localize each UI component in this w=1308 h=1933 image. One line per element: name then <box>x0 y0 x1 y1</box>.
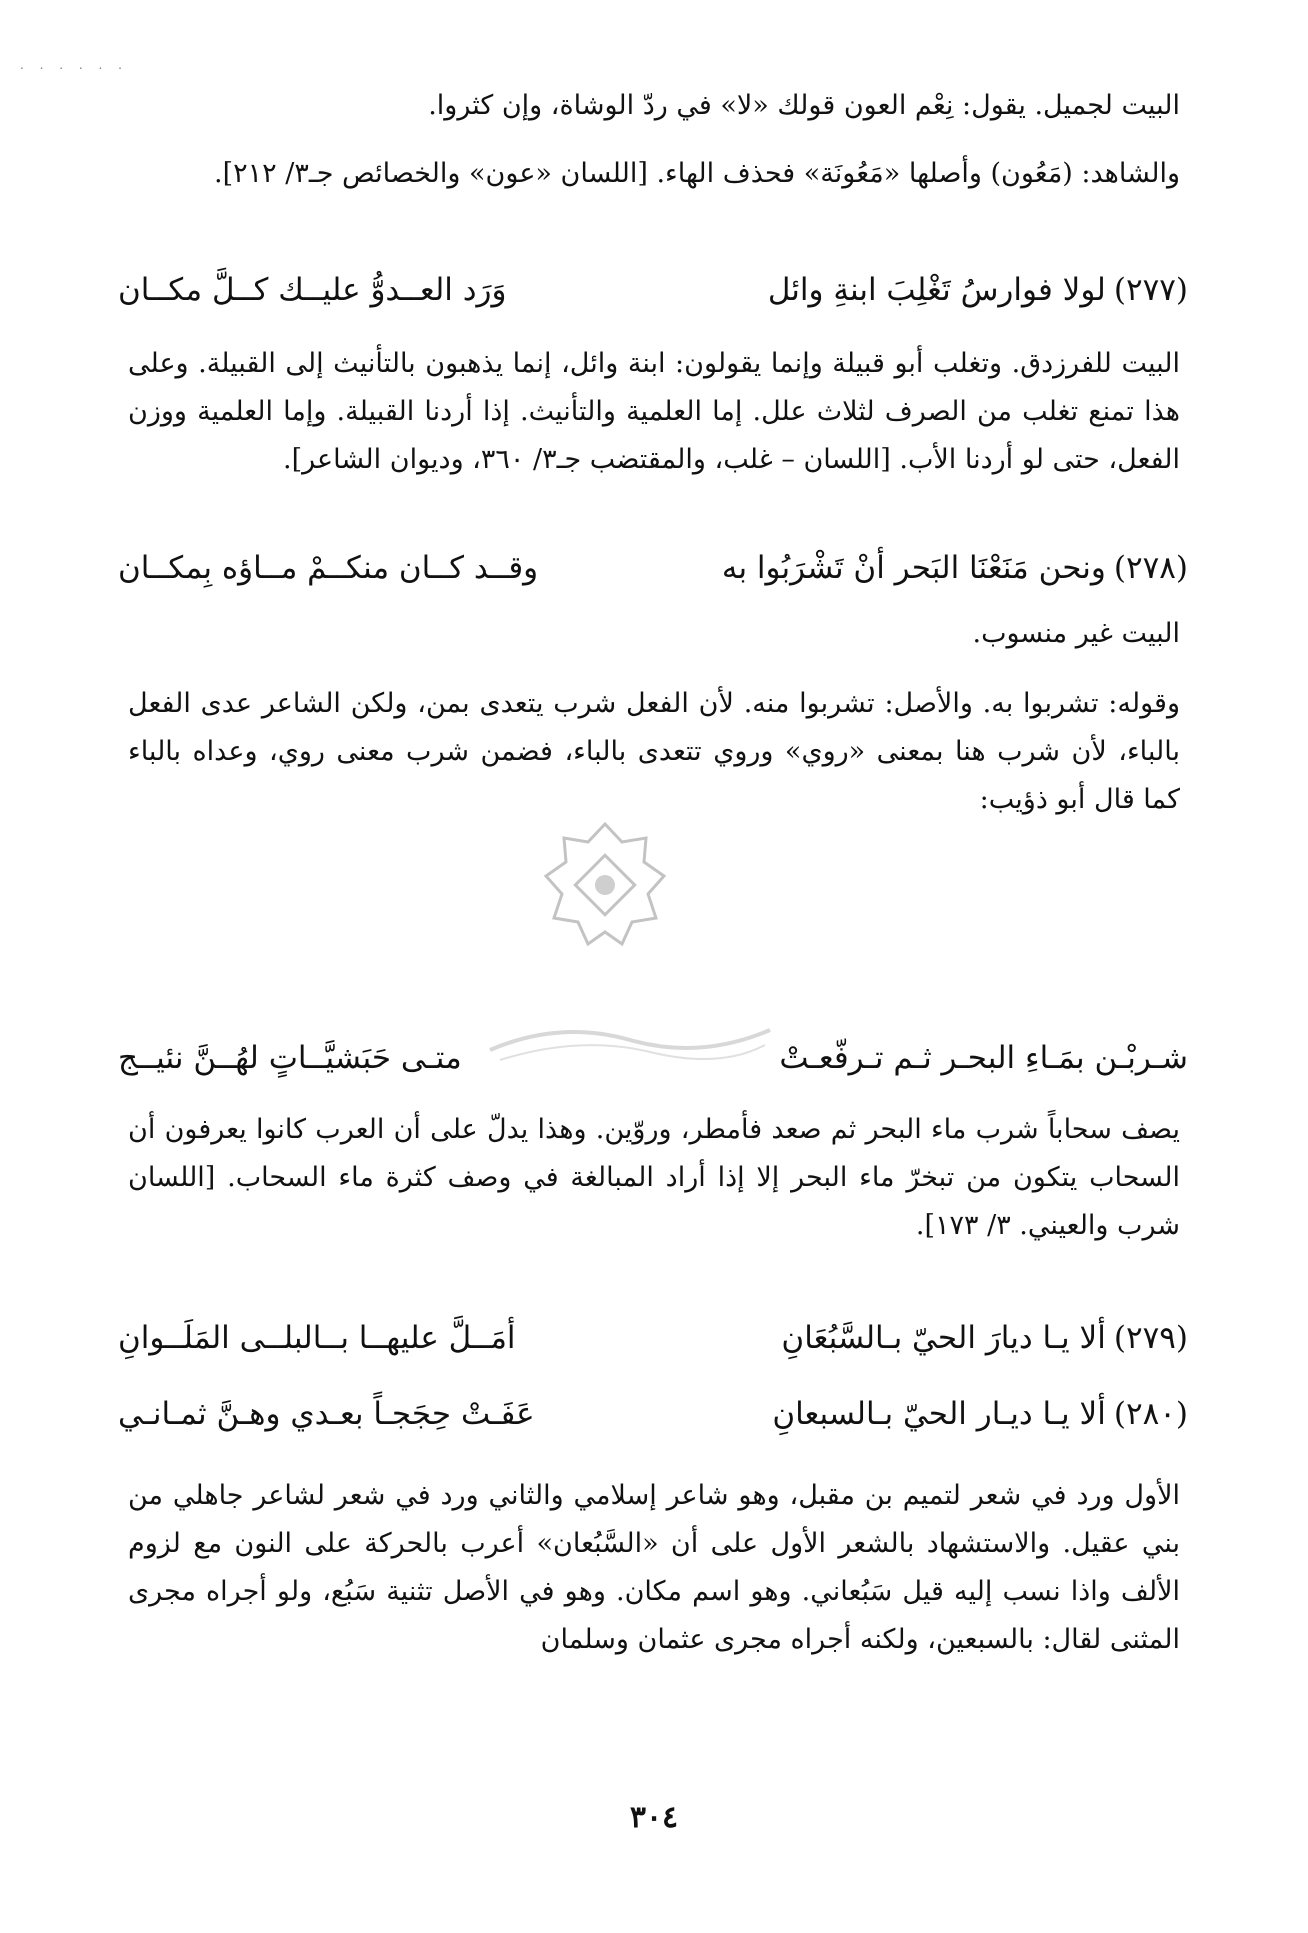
paragraph-sabuan-commentary: الأول ورد في شعر لتميم بن مقبل، وهو شاعر إسلامي والثاني ورد في شعر لشاعر جاهلي من بني عقيل. والاستشهاد بالشعر الأول على أن «السَّبُعان» أعرب بالحركة على النون مع لزوم الألف واذا نسب إليه قيل سَبُعاني. وهو اسم مكان. وهو في الأصل تثنية سَبُع، ولو أجراه مجرى المثنى لقال: بالسبعين، ولكنه أجراه مجرى عثمان وسلمان <box>128 1480 1180 1655</box>
paragraph-unattributed: البيت غير منسوب. <box>972 618 1180 649</box>
verse-278-first-hemistich <box>696 540 1188 596</box>
verse-278-number: (٢٧٨) <box>1113 550 1188 586</box>
verse-280-first-hemistich <box>696 1386 1188 1442</box>
verse-277-first-hemistich <box>696 262 1188 318</box>
verse-278 <box>118 540 1188 596</box>
verse-277 <box>118 262 1188 318</box>
verse-280 <box>118 1386 1188 1442</box>
verse-279-first-text: ألا يـا ديارَ الحيّ بـالسَّبُعَانِ <box>781 1320 1106 1356</box>
paragraph-jamil-attribution: البيت لجميل. يقول: نِعْم العون قولك «لا» في ردّ الوشاة، وإن كثروا. <box>428 90 1180 121</box>
verse-279-number: (٢٧٩) <box>1113 1320 1188 1356</box>
institution-seal-watermark-icon <box>540 820 670 950</box>
verse-abu-dhuayb <box>118 1030 1188 1086</box>
paragraph-maun-evidence: والشاهد: (مَعُون) وأصلها «مَعُونَة» فحذف الهاء. [اللسان «عون» والخصائص جـ٣/ ٢١٢]. <box>213 158 1180 189</box>
verse-277-second-hemistich: وَرَد العــدوُّ عليــك كــلَّ مكــان <box>118 272 507 308</box>
verse-279-first-hemistich <box>696 1310 1188 1366</box>
verse-279 <box>118 1310 1188 1366</box>
scan-specks: . . . . . . <box>20 58 128 72</box>
verse-277-first-text: لولا فوارسُ تَغْلِبَ ابنةِ وائل <box>767 272 1106 308</box>
paragraph-tashrabu-commentary: وقوله: تشربوا به. والأصل: تشربوا منه. لأن الفعل شرب يتعدى بمن، ولكن الشاعر عدى الفعل بالباء، لأن شرب هنا بمعنى «روي» وروي تتعدى بالباء، فضمن شرب معنى روي، وعداه بالباء كما قال أبو ذؤيب: <box>128 688 1180 815</box>
verse-abu-dhuayb-first-hemistich: شـربْـن بمَـاءِ البحـر ثـم تـرفّعـتْ <box>779 1040 1188 1076</box>
verse-278-first-text: ونحن مَنَعْنَا البَحر أنْ تَشْرَبُوا به <box>721 550 1106 586</box>
verse-280-number: (٢٨٠) <box>1113 1396 1188 1432</box>
verse-280-second-hemistich: عَفَـتْ حِجَجـاً بعـدي وهـنَّ ثمـانـي <box>118 1396 535 1432</box>
verse-280-first-text: ألا يـا ديـار الحيّ بـالسبعانِ <box>772 1396 1106 1432</box>
verse-abu-dhuayb-second-hemistich: متـى حَبَشيَّــاتٍ لهُــنَّ نئيــج <box>118 1040 462 1076</box>
paragraph-farazdaq-commentary: البيت للفرزدق. وتغلب أبو قبيلة وإنما يقولون: ابنة وائل، إنما يذهبون بالتأنيث إلى القبيلة. وعلى هذا تمنع تغلب من الصرف لثلاث علل. إما العلمية والتأنيث. إذا أردنا القبيلة. وإما العلمية ووزن الفعل، حتى لو أردنا الأب. [اللسان – غلب، والمقتضب جـ٣/ ٣٦٠، وديوان الشاعر]. <box>128 348 1180 475</box>
verse-279-second-hemistich: أمَــلَّ عليهــا بــالبلــى المَلَــوانِ <box>118 1320 516 1356</box>
verse-278-second-hemistich: وقــد كــان منكــمْ مــاؤه بِمكــان <box>118 550 539 586</box>
page-number: ٣٠٤ <box>629 1800 679 1835</box>
verse-277-number: (٢٧٧) <box>1113 272 1188 308</box>
paragraph-cloud-description: يصف سحاباً شرب ماء البحر ثم صعد فأمطر، وروّين. وهذا يدلّ على أن العرب كانوا يعرفون أن السحاب يتكون من تبخرّ ماء البحر إلا إذا أراد المبالغة في وصف كثرة ماء السحاب. [اللسان شرب والعيني. ٣/ ١٧٣]. <box>128 1114 1180 1241</box>
